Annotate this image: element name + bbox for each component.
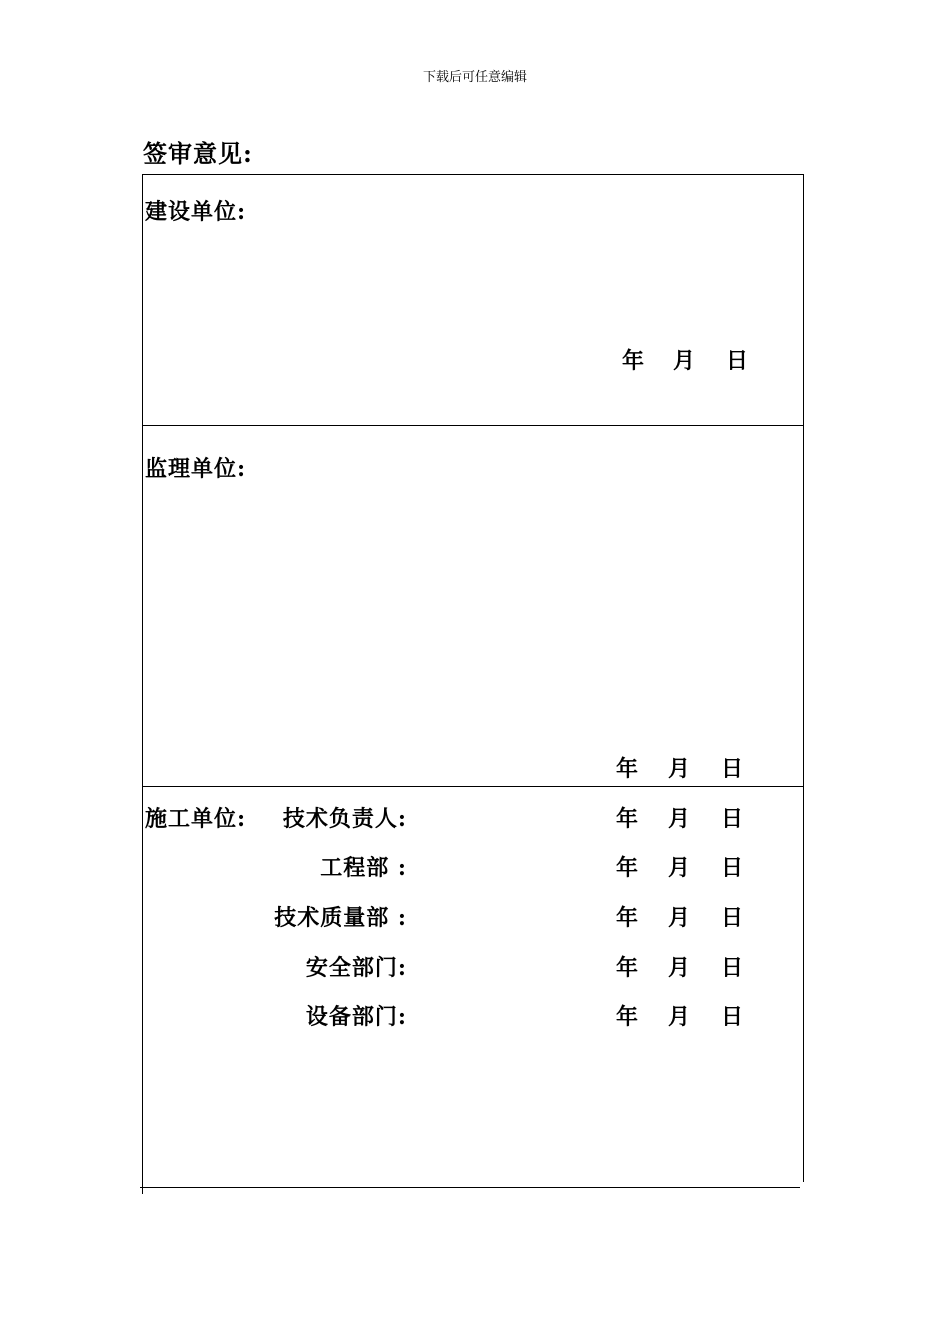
form-border-left <box>142 174 143 1194</box>
contractor-role-engineering: 工程部 : <box>320 855 407 881</box>
contractor-row-0-month: 月 <box>668 806 691 832</box>
page-title: 签审意见: <box>143 139 253 168</box>
contractor-role-tech-lead: 技术负责人: <box>282 806 407 832</box>
contractor-row-3-day: 日 <box>721 955 744 981</box>
contractor-row-4-month: 月 <box>668 1004 691 1030</box>
contractor-row-1-day: 日 <box>721 855 744 881</box>
construction-date-day: 日 <box>726 348 749 374</box>
contractor-row-0-day: 日 <box>721 806 744 832</box>
contractor-row-2-month: 月 <box>668 905 691 931</box>
contractor-row-4-day: 日 <box>721 1004 744 1030</box>
supervision-date-day: 日 <box>721 756 744 782</box>
contractor-row-3-month: 月 <box>668 955 691 981</box>
contractor-row-2-year: 年 <box>616 905 639 931</box>
supervision-unit-label: 监理单位: <box>145 456 247 482</box>
section-divider-2 <box>142 786 804 787</box>
supervision-date-month: 月 <box>668 756 691 782</box>
contractor-row-2-day: 日 <box>721 905 744 931</box>
form-border-right <box>803 174 804 1182</box>
section-divider-1 <box>142 425 804 426</box>
contractor-role-equipment: 设备部门: <box>305 1004 407 1030</box>
contractor-row-0-year: 年 <box>616 806 639 832</box>
construction-date-month: 月 <box>673 348 696 374</box>
construction-date-year: 年 <box>622 348 645 374</box>
contractor-role-safety: 安全部门: <box>305 955 407 981</box>
contractor-row-1-year: 年 <box>616 855 639 881</box>
form-border-top <box>142 174 804 175</box>
header-note: 下载后可任意编辑 <box>422 70 527 85</box>
supervision-date-year: 年 <box>616 756 639 782</box>
form-border-bottom <box>140 1187 800 1188</box>
contractor-row-3-year: 年 <box>616 955 639 981</box>
contractor-role-quality: 技术质量部 : <box>274 905 407 931</box>
contractor-row-4-year: 年 <box>616 1004 639 1030</box>
contractor-label: 施工单位: <box>145 806 247 832</box>
contractor-row-1-month: 月 <box>668 855 691 881</box>
construction-unit-label: 建设单位: <box>145 199 247 225</box>
